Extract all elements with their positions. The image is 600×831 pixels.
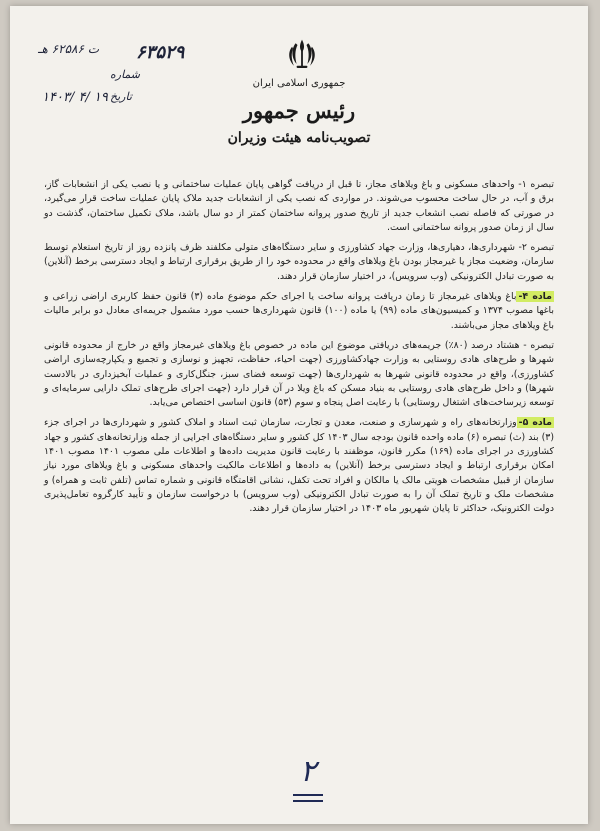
- page-number-underline: [293, 794, 323, 796]
- article-5-text: وزارتخانه‌های راه و شهرسازی و صنعت، معدن و تجارت، سازمان ثبت اسناد و املاک کشور و شهرداری‌ها در اجرای جزء (۳) بند (ث) تبصره (۶) ماده واحده قانون بودجه سال ۱۴۰۳ کل کشور و سایر دستگاه‌های اجرایی از جمله وزارتخانه‌های کشور و جهاد کشاورزی در اجرای ماده (۱۶۹) مکرر قانون، موظفند با رعایت قانون مدیریت داده‌ها و اطلاعات ملی مصوب ۱۴۰۱ مصوب ۱۴۰۱ امکان برقراری ارتباط و ایجاد دسترسی برخط (آنلاین) به داده‌ها و اطلاعات مالکیت واحدهای مسکونی و باغ ویلاهای مورد نیاز سازمان از قبیل مشخصات هویتی مالک یا مالکان و افراد تحت تکفل، نشانی اقامتگاه قانونی و شماره تماس (تلفن ثابت و همراه) و مشخصات ملک و تاریخ تملک آن را به صورت تبادل الکترونیکی (وب سرویس) با درخواست سازمان و تأیید کارگروه تعامل‌پذیری دولت الکترونیک، حداکثر تا پایان شهریور ماه ۱۴۰۳ در اختیار سازمان قرار دهند.: [44, 417, 554, 515]
- article-5-paragraph: [44, 416, 554, 516]
- republic-line: جمهوری اسلامی ایران: [252, 78, 346, 89]
- cabinet-approval-title: تصویب‌نامه هیئت وزیران: [227, 130, 371, 146]
- note-article-4-paragraph: تبصره - هشتاد درصد (۸۰٪) جریمه‌های دریافتی موضوع این ماده در خصوص باغ ویلاهای غیرمجاز واقع در خارج از محدوده قانونی شهرها و طرح‌های هادی روستایی به وزارت جهادکشاورزی (جهت احیاء، حفاظت، تجهیز و نوسازی و تجمیع و یکپارچه‌سازی اراضی کشاورزی)، واقع در محدوده قانونی شهرها به شهرداری‌ها (جهت توسعه فضای سبز، جنگل‌کاری و عملیات آبخیزداری در بالادست شهرها) و داخل طرح‌های هادی روستایی به بنیاد مسکن که باغ ویلا در آن قرار دارد (جهت اجرای طرح‌های تملک دارایی سرمایه‌ای و توسعه زیرساخت‌های اشتغال روستایی) با رعایت اصل پنجاه و سوم (۵۳) قانون اساسی اختصاص می‌یابد.: [44, 339, 554, 409]
- article-4-highlight: ماده ۴-: [518, 291, 552, 303]
- note-1-paragraph: تبصره ۱- واحدهای مسکونی و باغ ویلاهای مجاز، تا قبل از دریافت گواهی پایان عملیات ساختمانی و یا نصب یکی از انشعابات گاز، برق و آب، در حال ساخت محسوب می‌شوند. در مواردی که نصب یکی از انشعابات جدید ملاک پایان عملیات ساخت قرار می‌گیرد، در صورتی که فاصله نصب انشعاب جدید از تاریخ صدور پروانه ساختمان کمتر از دو سال باشد، ملاک تکمیل ساختمان، گذشت دو سال از زمان صدور پروانه ساختمانی است.: [44, 179, 554, 233]
- article-5-highlight: ماده ۵-: [518, 417, 552, 429]
- note-2-paragraph: تبصره ۲- شهرداری‌ها، دهیاری‌ها، وزارت جهاد کشاورزی و سایر دستگاه‌های متولی مکلفند ظرف پانزده روز از تاریخ استعلام توسط سازمان، وضعیت مجاز یا غیرمجاز بودن باغ ویلاهای واقع در محدوده خود را از طریق برقراری ارتباط و ایجاد دسترسی برخط (آنلاین) به صورت تبادل الکترونیکی (وب سرویس)، در اختیار سازمان قرار دهند.: [44, 242, 555, 282]
- number-label: شماره: [110, 68, 141, 81]
- page-number-underline-2: [293, 800, 323, 802]
- page-number: ۲: [300, 754, 317, 789]
- serial-number: ۶۳۵۲۹: [136, 42, 185, 63]
- decree-body: [44, 178, 554, 523]
- article-4-text: باغ ویلاهای غیرمجاز تا زمان دریافت پروانه ساخت یا اجرای حکم موضوع ماده (۳) قانون حفظ کاربری اراضی زراعی و باغها مصوب ۱۳۷۴ و کمیسیون‌های ماده (۹۹) یا ماده (۱۰۰) قانون شهرداری‌ها حسب مورد مشمول جریمه‌ای معادل دو برابر مالیات باغ ویلاهای مجاز می‌باشند.: [44, 291, 555, 331]
- article-4-paragraph: [44, 290, 554, 333]
- iran-emblem-icon: [284, 36, 320, 72]
- president-title: رئیس جمهور: [242, 98, 356, 123]
- letter-date: ۱۴۰۳/ ۴/ ۱۹: [42, 90, 108, 105]
- decree-page: [10, 6, 588, 824]
- date-label: تاریخ: [110, 90, 132, 103]
- reference-number: ت ۶۲۵۸۶ هـ: [38, 42, 100, 56]
